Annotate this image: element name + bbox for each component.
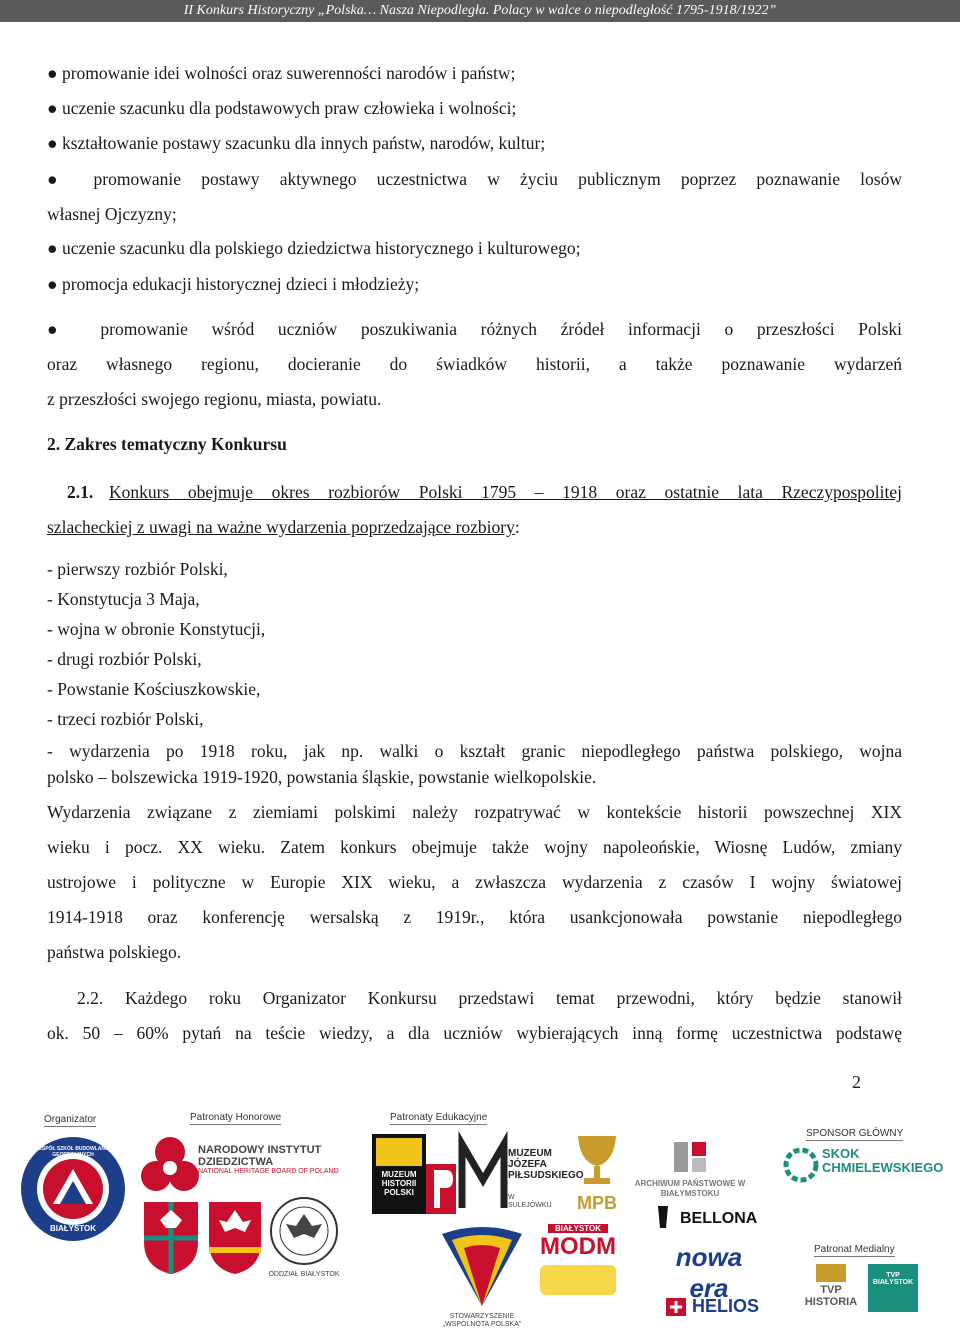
media-patronage-label: Patronat Medialny [814,1244,895,1255]
bellona-mark-icon [654,1204,672,1230]
bullet-line: ● uczenie szacunku dla polskiego dziedzictwa historycznego i kulturowego; [47,238,581,258]
coat-of-arms-1 [140,1198,202,1294]
main-sponsor-label: SPONSOR GŁÓWNY [806,1128,904,1139]
paragraph-line: wieku i pocz. XX wieku. Zatem konkurs obejmuje także wojny napoleońskie, Wiosnę Ludów, zmiany [47,837,902,857]
page-number: 2 [852,1072,861,1092]
list-item: - drugi rozbiór Polski, [47,649,202,669]
mhp-p-mark [426,1164,456,1214]
section-2-1-line2 [47,516,902,538]
sun-wing-icon [438,1224,526,1308]
ipn-logo [268,1196,340,1292]
list-item: - wojna w obronie Konstytucji, [47,619,266,639]
bullet-line-cont: z przeszłości swojego regionu, miasta, powiatu. [47,389,382,409]
shield-icon [205,1198,265,1276]
section-2-2-line2: ok. 50 – 60% pytań na teście wiedzy, a dla uczniów wybierających inną formę uczestnictwa podstawę [47,1023,902,1043]
underlined-text: szlacheckiej z uwagi na ważne wydarzenia poprzedzające rozbiory [47,517,515,537]
helios-logo [664,1296,764,1322]
running-header: II Konkurs Historyczny „Polska… Nasza Niepodległa. Polacy w walce o niepodległość 1795-1918/1922” [0,0,960,22]
honorary-patronage-label: Patronaty Honorowe [190,1112,282,1123]
organizer-logo [18,1134,128,1244]
section-2-2-line1: 2.2. Każdego roku Organizator Konkursu przedstawi temat przewodni, który będzie stanowił [77,988,902,1008]
chalice-icon [570,1132,624,1188]
section-2-1-line1 [67,481,902,503]
mjp-caption: W SULEJÓWKU [508,1194,552,1209]
archiwum-logo [628,1138,752,1208]
paragraph-line: ustrojowe i polityczne w Europie XIX wieku, a zwłaszcza wydarzenia z czasów I wojny światowej [47,872,902,892]
sponsor-logos-footer [0,1104,960,1336]
bullet-line-cont: własnej Ojczyzny; [47,204,177,224]
ipn-caption: ODDZIAŁ BIAŁYSTOK [268,1271,340,1278]
mhp-mark-icon [376,1138,422,1166]
archive-mark-icon [670,1138,710,1176]
nid-text [198,1144,358,1176]
eagle-seal-icon [268,1196,340,1266]
section-number: 2.1. [67,482,94,502]
nid-line: NARODOWY INSTYTUT [198,1144,322,1156]
bullet-line: ● promowanie postawy aktywnego uczestnictwa w życiu publicznym poprzez poznawanie losów [47,169,902,189]
helios-mark-icon [664,1296,688,1318]
list-item: - wydarzenia po 1918 roku, jak np. walki o kształt granic niepodległego państwa polskiego, wojna [47,741,902,761]
tvp-historia-logo [796,1264,866,1308]
bellona-text: BELLONA [680,1210,758,1227]
mjp-text: MUZEUM JÓZEFA PIŁSUDSKIEGO [508,1148,584,1181]
skok-text: CHMIELEWSKIEGO [822,1160,944,1175]
p-letter-icon [426,1164,456,1214]
skok-text: SKOK [822,1146,860,1161]
modm-text: MODM [540,1233,616,1260]
organizer-label: Organizator [44,1114,97,1125]
modm-mark-icon [540,1265,616,1295]
modm-top: BIAŁYSTOK [548,1224,608,1233]
skok-logo [784,1146,954,1186]
list-item: - Powstanie Kościuszkowskie, [47,679,261,699]
org-ring-text: ZESPÓŁ SZKÓŁ BUDOWLANO-GEODEZYJNYCH [35,1146,111,1158]
coat-of-arms-2 [205,1198,265,1294]
bullet-line: ● promowanie wśród uczniów poszukiwania różnych źródeł informacji o przeszłości Polski [47,319,902,339]
underlined-text: Konkurs obejmuje okres rozbiorów Polski 1795 – 1918 oraz ostatnie lata Rzeczypospolitej [109,482,902,502]
punctuation: : [514,517,520,537]
wspolnota-logo [438,1224,526,1328]
paragraph-line: państwa polskiego. [47,942,182,962]
modm-logo [530,1224,626,1324]
bullet-line: ● promocja edukacji historycznej dzieci i młodzieży; [47,274,420,294]
mhp-logo [372,1134,426,1214]
bullet-line: ● promowanie idei wolności oraz suwerenności narodów i państw; [47,63,516,83]
m-letter-icon [460,1140,506,1210]
list-item: - pierwszy rozbiór Polski, [47,559,228,579]
skok-star-icon [784,1148,818,1182]
list-item-cont: polsko – bolszewicka 1919-1920, powstania śląskie, powstanie wielkopolskie. [47,767,597,787]
nowa-era-logo: nowa era [675,1242,743,1303]
nid-emblem [140,1134,200,1196]
mjp-logo [460,1140,584,1216]
helios-text: HELIOS [692,1296,760,1316]
mpb-logo [570,1132,624,1214]
bullet-line-cont: oraz własnego regionu, docieranie do świadków historii, a także poznawanie wydarzeń [47,354,902,374]
list-item: - Konstytucja 3 Maja, [47,589,200,609]
mhp-text: MUZEUM HISTORII POLSKI [381,1170,417,1197]
educational-patronage-label: Patronaty Edukacyjne [390,1112,488,1123]
tvp-bialystok-logo: TVP BIAŁYSTOK [868,1264,918,1312]
tvp-mark-icon [816,1264,846,1282]
org-city-text: BIAŁYSTOK [49,1224,97,1233]
nid-line-en: NATIONAL HERITAGE BOARD OF POLAND [198,1168,339,1175]
shield-icon [140,1198,202,1276]
paragraph-line: 1914-1918 oraz konferencję wersalską z 1919r., która usankcjonowała powstanie niepodległego [47,907,902,927]
section-heading: 2. Zakres tematyczny Konkursu [47,434,287,454]
bullet-line: ● kształtowanie postawy szacunku dla innych państw, narodów, kultur; [47,133,546,153]
bellona-logo [654,1204,764,1234]
archiwum-text: ARCHIWUM PAŃSTWOWE W BIAŁYMSTOKU [634,1179,746,1198]
bullet-line: ● uczenie szacunku dla podstawowych praw człowieka i wolności; [47,98,517,118]
nid-line: DZIEDZICTWA [198,1156,274,1168]
tvp-historia-text: TVP HISTORIA [804,1284,858,1308]
list-item: - trzeci rozbiór Polski, [47,709,204,729]
paragraph-line: Wydarzenia związane z ziemiami polskimi należy rozpatrywać w kontekście historii powszechnej XIX [47,802,902,822]
trefoil-icon [140,1134,200,1196]
wspolnota-text: STOWARZYSZENIE „WSPÓLNOTA POLSKA” [442,1313,522,1328]
mpb-text: MPB [577,1193,617,1213]
